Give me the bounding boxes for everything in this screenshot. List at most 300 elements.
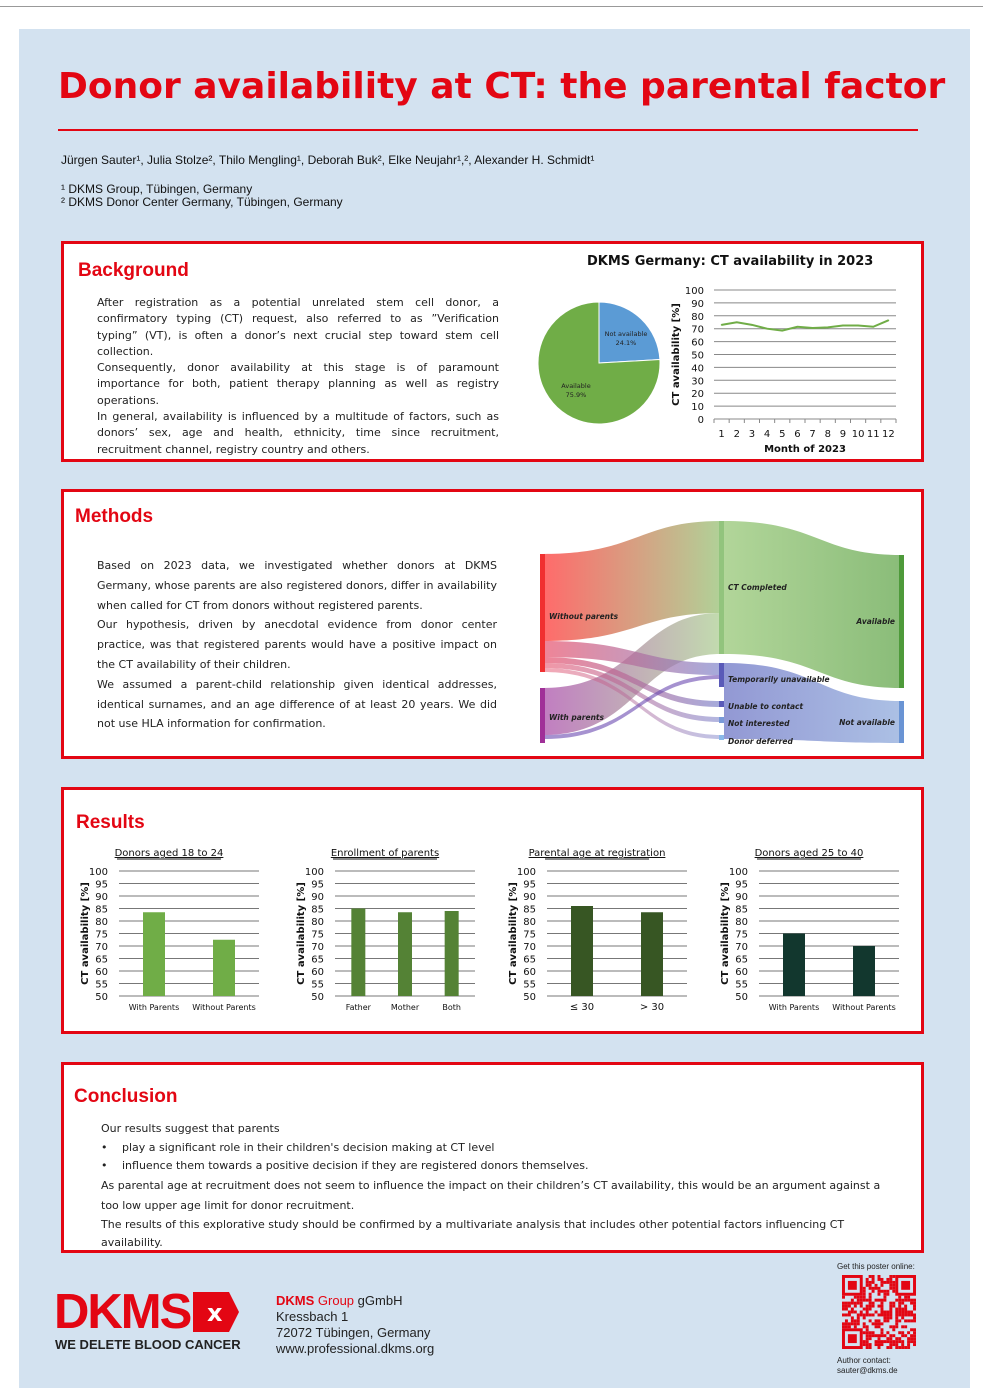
y-tick-label: 50: [735, 992, 748, 1003]
qr-module: [889, 1313, 892, 1316]
qr-module: [901, 1340, 904, 1343]
qr-module: [851, 1308, 854, 1311]
qr-module: [883, 1316, 886, 1319]
bar: [445, 911, 459, 996]
qr-module: [904, 1311, 907, 1314]
qr-module: [880, 1334, 883, 1337]
qr-module: [866, 1311, 869, 1314]
qr-module: [875, 1299, 878, 1302]
bar: [351, 909, 365, 997]
qr-module: [892, 1281, 895, 1284]
paragraph: Our hypothesis, driven by anecdotal evidence from donor center practice, was that registered parents would have a positive impact on the CT availability of their children.: [97, 618, 497, 671]
qr-module: [842, 1322, 845, 1325]
qr-module: [910, 1328, 913, 1331]
contact-email[interactable]: sauter@dkms.de: [837, 1366, 898, 1375]
chart-title: Parental age at registration: [528, 848, 666, 859]
section-heading: Conclusion: [74, 1086, 178, 1107]
qr-module: [872, 1287, 875, 1290]
y-tick-label: 55: [95, 979, 108, 991]
qr-module: [872, 1305, 875, 1308]
qr-module: [898, 1331, 901, 1334]
qr-module: [880, 1281, 883, 1284]
qr-label: Get this poster online:: [837, 1262, 915, 1271]
qr-module: [854, 1311, 857, 1314]
qr-module: [878, 1334, 881, 1337]
y-tick-label: 95: [523, 879, 536, 891]
qr-module: [866, 1308, 869, 1311]
qr-module: [886, 1311, 889, 1314]
org-address: [276, 1293, 434, 1357]
flow-ct-available: [724, 521, 901, 688]
qr-module: [842, 1302, 845, 1305]
qr-module: [875, 1325, 878, 1328]
paragraph: The results of this explorative study should be confirmed by a multivariate analysis that includes other potential factors influencing CT availability.: [101, 1217, 845, 1249]
qr-module: [851, 1322, 854, 1325]
y-tick-label: 75: [95, 929, 108, 941]
qr-module: [866, 1281, 869, 1284]
x-tick-label: Mother: [390, 1003, 420, 1012]
qr-module: [889, 1343, 892, 1346]
qr-module: [872, 1290, 875, 1293]
y-tick-label: 100: [304, 867, 324, 878]
website-link[interactable]: www.professional.dkms.org: [276, 1341, 435, 1356]
pie-label: Not available: [604, 330, 648, 338]
qr-module: [878, 1278, 881, 1281]
qr-module: [892, 1305, 895, 1308]
qr-module: [869, 1284, 872, 1287]
qr-module: [898, 1299, 901, 1302]
qr-module: [901, 1343, 904, 1346]
qr-module: [878, 1325, 881, 1328]
data-point: [781, 330, 783, 332]
qr-module: [854, 1325, 857, 1328]
y-tick-label: 75: [735, 929, 748, 941]
y-tick-label: 100: [88, 867, 108, 878]
address-street: Kressbach 1: [276, 1309, 349, 1324]
qr-module: [904, 1325, 907, 1328]
qr-module: [889, 1275, 892, 1278]
y-tick-label: 80: [735, 917, 748, 928]
qr-module: [875, 1340, 878, 1343]
qr-module: [892, 1287, 895, 1290]
y-tick-label: 90: [523, 892, 536, 903]
x-tick-label: ≤ 30: [569, 1002, 595, 1013]
qr-module: [869, 1308, 872, 1311]
y-tick-label: 55: [735, 979, 748, 991]
qr-module: [878, 1340, 881, 1343]
qr-module: [851, 1311, 854, 1314]
qr-module: [845, 1302, 848, 1305]
qr-module: [869, 1343, 872, 1346]
qr-module: [857, 1316, 860, 1319]
bar: [783, 934, 805, 997]
qr-module: [857, 1313, 860, 1316]
address-city: 72072 Tübingen, Germany: [276, 1325, 431, 1340]
qr-module: [910, 1313, 913, 1316]
chart-title: Donors aged 25 to 40: [754, 848, 864, 859]
qr-module: [863, 1299, 866, 1302]
contact-label: Author contact:: [837, 1356, 891, 1365]
qr-module: [872, 1334, 875, 1337]
qr-module: [913, 1302, 916, 1305]
qr-module: [869, 1296, 872, 1299]
qr-module: [845, 1325, 848, 1328]
sankey-label: Not available: [839, 718, 895, 727]
qr-module: [848, 1311, 851, 1314]
y-tick-label: 75: [311, 929, 324, 941]
qr-module: [889, 1305, 892, 1308]
qr-module: [901, 1308, 904, 1311]
qr-module: [851, 1319, 854, 1322]
y-tick-label: 95: [311, 879, 324, 891]
qr-module: [880, 1311, 883, 1314]
qr-module: [913, 1308, 916, 1311]
qr-module: [892, 1340, 895, 1343]
qr-module: [880, 1328, 883, 1331]
qr-module: [866, 1328, 869, 1331]
qr-module: [913, 1299, 916, 1302]
logo-tagline: WE DELETE BLOOD CANCER: [55, 1337, 241, 1352]
qr-module: [907, 1296, 910, 1299]
node-temp: [719, 663, 724, 687]
qr-module: [880, 1305, 883, 1308]
qr-module: [910, 1302, 913, 1305]
qr-module: [866, 1305, 869, 1308]
qr-module: [880, 1331, 883, 1334]
affiliation-2: ² DKMS Donor Center Germany, Tübingen, Germany: [61, 195, 343, 209]
qr-module: [907, 1313, 910, 1316]
qr-module: [880, 1322, 883, 1325]
qr-module: [883, 1340, 886, 1343]
qr-module: [869, 1281, 872, 1284]
sankey-label: Not interested: [728, 719, 790, 728]
qr-module: [889, 1340, 892, 1343]
qr-module: [907, 1311, 910, 1314]
data-point: [797, 326, 799, 328]
qr-module: [872, 1302, 875, 1305]
qr-module: [892, 1302, 895, 1305]
qr-module: [848, 1302, 851, 1305]
y-tick-label: 100: [684, 286, 704, 297]
data-point: [736, 321, 738, 323]
sankey-label: Temporarily unavailable: [728, 675, 830, 684]
qr-module: [901, 1299, 904, 1302]
qr-module: [863, 1293, 866, 1296]
bar: [398, 912, 412, 996]
qr-finder-center: [848, 1281, 857, 1290]
qr-module: [892, 1343, 895, 1346]
qr-module: [866, 1299, 869, 1302]
qr-module: [895, 1311, 898, 1314]
y-tick-label: 55: [311, 979, 324, 991]
qr-module: [845, 1305, 848, 1308]
qr-module: [875, 1334, 878, 1337]
qr-module: [857, 1319, 860, 1322]
qr-module: [895, 1343, 898, 1346]
x-tick-label: 10: [851, 429, 865, 440]
x-tick-label: 4: [763, 429, 771, 440]
qr-module: [863, 1343, 866, 1346]
qr-module: [898, 1319, 901, 1322]
bullet-item: • influence them towards a positive decision if they are registered donors themselves.: [101, 1159, 589, 1172]
y-tick-label: 60: [95, 967, 108, 978]
logo-text: DKMS: [54, 1285, 191, 1339]
qr-module: [883, 1319, 886, 1322]
qr-module: [878, 1343, 881, 1346]
qr-module: [901, 1311, 904, 1314]
qr-module: [851, 1302, 854, 1305]
y-axis-label: CT availability [%]: [671, 303, 682, 406]
x-tick-label: Both: [442, 1003, 461, 1012]
bar: [143, 912, 165, 996]
qr-module: [901, 1302, 904, 1305]
qr-module: [904, 1334, 907, 1337]
qr-module: [842, 1296, 845, 1299]
sankey-diagram: [538, 517, 908, 747]
qr-module: [883, 1281, 886, 1284]
qr-module: [910, 1334, 913, 1337]
qr-module: [866, 1331, 869, 1334]
x-tick-label: Father: [345, 1003, 371, 1012]
y-tick-label: 90: [691, 298, 704, 310]
qr-module: [883, 1313, 886, 1316]
y-tick-label: 70: [691, 324, 704, 336]
qr-module: [869, 1337, 872, 1340]
qr-module: [845, 1308, 848, 1311]
y-tick-label: 70: [735, 942, 748, 953]
svg-text:x: x: [207, 1299, 223, 1327]
y-tick-label: 55: [523, 979, 536, 991]
qr-module: [857, 1299, 860, 1302]
y-tick-label: 60: [311, 967, 324, 978]
node-ct-completed: [719, 521, 724, 654]
qr-code[interactable]: [842, 1275, 916, 1349]
qr-module: [889, 1308, 892, 1311]
qr-module: [895, 1313, 898, 1316]
qr-module: [863, 1296, 866, 1299]
qr-module: [869, 1293, 872, 1296]
qr-module: [869, 1299, 872, 1302]
y-tick-label: 100: [728, 867, 748, 878]
node-notint: [719, 717, 724, 723]
qr-module: [898, 1308, 901, 1311]
x-tick-label: 1: [718, 429, 725, 440]
qr-module: [878, 1313, 881, 1316]
org-suffix: gGmbH: [357, 1293, 403, 1308]
qr-module: [866, 1313, 869, 1316]
qr-module: [889, 1316, 892, 1319]
qr-module: [901, 1331, 904, 1334]
qr-module: [895, 1325, 898, 1328]
qr-module: [907, 1299, 910, 1302]
qr-module: [892, 1275, 895, 1278]
x-tick-label: With Parents: [128, 1003, 180, 1012]
sankey-label: Donor deferred: [728, 737, 793, 746]
y-axis-label: CT availability [%]: [508, 882, 519, 985]
bar-chart-donors-18-24: [74, 842, 284, 1022]
y-axis-label: CT availability [%]: [80, 882, 91, 985]
qr-module: [889, 1325, 892, 1328]
qr-module: [895, 1337, 898, 1340]
data-point: [721, 324, 723, 326]
qr-module: [907, 1331, 910, 1334]
author-contact: [837, 1356, 898, 1376]
y-tick-label: 70: [311, 942, 324, 953]
qr-module: [878, 1305, 881, 1308]
qr-module: [886, 1290, 889, 1293]
qr-module: [866, 1278, 869, 1281]
y-tick-label: 80: [95, 917, 108, 928]
node-deferred: [719, 735, 724, 740]
qr-module: [869, 1313, 872, 1316]
y-tick-label: 40: [691, 363, 704, 375]
qr-module: [913, 1343, 916, 1346]
x-axis-label: Month of 2023: [764, 444, 846, 455]
qr-module: [895, 1299, 898, 1302]
qr-module: [913, 1334, 916, 1337]
x-tick-label: > 30: [639, 1002, 665, 1013]
y-tick-label: 85: [95, 904, 108, 916]
qr-module: [904, 1313, 907, 1316]
y-tick-label: 100: [516, 867, 536, 878]
section-heading: Results: [76, 812, 145, 833]
qr-module: [860, 1313, 863, 1316]
qr-module: [886, 1337, 889, 1340]
qr-module: [878, 1275, 881, 1278]
x-tick-label: 9: [839, 429, 847, 440]
qr-module: [869, 1319, 872, 1322]
y-tick-label: 65: [95, 954, 108, 966]
qr-module: [913, 1337, 916, 1340]
qr-module: [866, 1325, 869, 1328]
paragraph: Consequently, donor availability at this stage is of paramount importance for both, patient therapy planning as well as registry operations.: [97, 361, 499, 407]
qr-module: [866, 1340, 869, 1343]
y-tick-label: 65: [735, 954, 748, 966]
bullet-text: play a significant role in their children's decision making at CT level: [122, 1140, 495, 1154]
y-tick-label: 75: [523, 929, 536, 941]
qr-module: [901, 1316, 904, 1319]
poster-title: Donor availability at CT: the parental factor: [58, 66, 946, 107]
qr-module: [883, 1334, 886, 1337]
qr-module: [878, 1299, 881, 1302]
qr-module: [878, 1293, 881, 1296]
qr-module: [913, 1340, 916, 1343]
qr-module: [875, 1322, 878, 1325]
x-tick-label: 11: [866, 429, 880, 440]
qr-module: [845, 1322, 848, 1325]
paragraph: Based on 2023 data, we investigated whether donors at DKMS Germany, whose parents are also registered donors, differ in availability when called for CT from donors without registered parents.: [97, 559, 497, 612]
qr-module: [901, 1334, 904, 1337]
window-top-border: [0, 6, 983, 7]
qr-module: [895, 1340, 898, 1343]
sankey-label: Available: [856, 617, 895, 626]
node-not-available: [899, 701, 904, 743]
qr-module: [898, 1302, 901, 1305]
qr-module: [892, 1290, 895, 1293]
qr-module: [869, 1334, 872, 1337]
qr-module: [845, 1313, 848, 1316]
x-tick-label: 12: [882, 429, 895, 440]
qr-module: [869, 1302, 872, 1305]
qr-finder-center: [901, 1281, 910, 1290]
x-tick-label: 2: [733, 429, 740, 440]
paragraph: After registration as a potential unrelated stem cell donor, a confirmatory typing (CT) request, also referred to as ”Verification typing” (VT), is often a donor’s next crucial step toward stem cell collection.: [97, 296, 499, 358]
qr-module: [910, 1340, 913, 1343]
qr-module: [869, 1287, 872, 1290]
bar: [571, 906, 593, 996]
qr-module: [907, 1340, 910, 1343]
qr-module: [866, 1337, 869, 1340]
qr-module: [869, 1346, 872, 1349]
qr-module: [889, 1287, 892, 1290]
qr-module: [898, 1311, 901, 1314]
qr-module: [866, 1343, 869, 1346]
qr-module: [883, 1311, 886, 1314]
qr-module: [854, 1302, 857, 1305]
chart-title: Enrollment of parents: [330, 848, 440, 859]
pie-value: 24.1%: [615, 339, 637, 347]
qr-module: [892, 1334, 895, 1337]
y-tick-label: 50: [523, 992, 536, 1003]
qr-module: [880, 1340, 883, 1343]
qr-module: [886, 1316, 889, 1319]
qr-module: [913, 1313, 916, 1316]
qr-module: [863, 1316, 866, 1319]
qr-module: [898, 1305, 901, 1308]
x-tick-label: With Parents: [768, 1003, 820, 1012]
qr-module: [910, 1299, 913, 1302]
qr-module: [854, 1305, 857, 1308]
qr-module: [878, 1322, 881, 1325]
y-axis-label: CT availability [%]: [296, 882, 307, 985]
y-tick-label: 90: [95, 892, 108, 903]
y-tick-label: 70: [523, 942, 536, 953]
org-group: Group: [317, 1293, 355, 1308]
sankey-label: Without parents: [549, 612, 619, 621]
bar-chart-enrollment-of-parents: [290, 842, 500, 1022]
qr-module: [848, 1325, 851, 1328]
qr-module: [848, 1322, 851, 1325]
qr-module: [872, 1275, 875, 1278]
qr-module: [875, 1284, 878, 1287]
bar: [213, 940, 235, 996]
qr-module: [875, 1287, 878, 1290]
qr-module: [872, 1278, 875, 1281]
qr-module: [857, 1296, 860, 1299]
y-tick-label: 60: [735, 967, 748, 978]
section-heading: Background: [78, 260, 189, 281]
qr-module: [872, 1322, 875, 1325]
qr-module: [880, 1313, 883, 1316]
sankey-label: CT Completed: [728, 583, 787, 592]
y-tick-label: 30: [691, 376, 704, 388]
qr-module: [889, 1281, 892, 1284]
background-section: [61, 241, 924, 462]
qr-module: [889, 1346, 892, 1349]
qr-module: [880, 1343, 883, 1346]
qr-module: [901, 1325, 904, 1328]
qr-module: [869, 1331, 872, 1334]
x-tick-label: Without Parents: [192, 1003, 256, 1012]
qr-module: [895, 1308, 898, 1311]
data-point: [842, 325, 844, 327]
qr-module: [860, 1311, 863, 1314]
qr-module: [883, 1293, 886, 1296]
qr-module: [854, 1319, 857, 1322]
data-point: [888, 320, 890, 322]
dkms-logo: [54, 1285, 239, 1339]
qr-module: [886, 1293, 889, 1296]
